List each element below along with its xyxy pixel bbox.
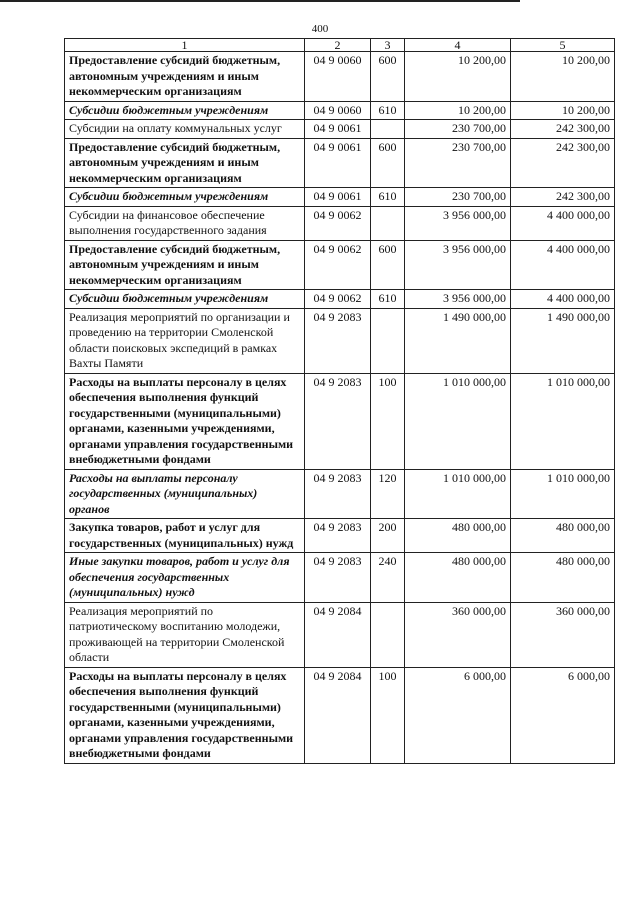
- expense-type-cell: 200: [371, 519, 405, 553]
- table-row: [65, 188, 615, 207]
- table-row: [65, 519, 615, 553]
- row-name-cell: Иные закупки товаров, работ и услуг для обеспечения государственных (муниципальных) нужд: [65, 553, 305, 603]
- target-code-cell: 04 9 2083: [305, 553, 371, 603]
- budget-table: [64, 38, 615, 764]
- row-name-cell: Субсидии бюджетным учреждениям: [65, 290, 305, 309]
- expense-type-cell: 610: [371, 188, 405, 207]
- target-code-cell: 04 9 0060: [305, 101, 371, 120]
- column-header: 2: [305, 39, 371, 52]
- amount-year1-cell: 1 010 000,00: [405, 373, 511, 469]
- amount-year2-cell: 6 000,00: [511, 667, 615, 763]
- amount-year2-cell: 1 010 000,00: [511, 373, 615, 469]
- table-row: [65, 120, 615, 139]
- row-name-cell: Расходы на выплаты персоналу в целях обеспечения выполнения функций государственными (муниципальными) органами, казенными учреждениями, органами управления государственными внебюджетными фондами: [65, 373, 305, 469]
- expense-type-cell: [371, 602, 405, 667]
- amount-year2-cell: 10 200,00: [511, 52, 615, 102]
- page-number: 400: [311, 23, 329, 35]
- expense-type-cell: 610: [371, 290, 405, 309]
- target-code-cell: 04 9 2084: [305, 667, 371, 763]
- target-code-cell: 04 9 2083: [305, 469, 371, 519]
- row-name-cell: Субсидии бюджетным учреждениям: [65, 101, 305, 120]
- expense-type-cell: 100: [371, 667, 405, 763]
- amount-year1-cell: 230 700,00: [405, 138, 511, 188]
- expense-type-cell: 120: [371, 469, 405, 519]
- expense-type-cell: 240: [371, 553, 405, 603]
- row-name-cell: Предоставление субсидий бюджетным, автономным учреждениям и иным некоммерческим организациям: [65, 240, 305, 290]
- target-code-cell: 04 9 0061: [305, 120, 371, 139]
- amount-year2-cell: 4 400 000,00: [511, 240, 615, 290]
- table-row: [65, 373, 615, 469]
- column-header: 5: [511, 39, 615, 52]
- column-header: 3: [371, 39, 405, 52]
- table-row: [65, 206, 615, 240]
- table-row: [65, 138, 615, 188]
- expense-type-cell: 100: [371, 373, 405, 469]
- table-row: [65, 667, 615, 763]
- top-rule: [0, 0, 520, 2]
- amount-year1-cell: 6 000,00: [405, 667, 511, 763]
- amount-year1-cell: 480 000,00: [405, 553, 511, 603]
- table-header-row: [65, 39, 615, 52]
- row-name-cell: Расходы на выплаты персоналу в целях обеспечения выполнения функций государственными (муниципальными) органами, казенными учреждениями, органами управления государственными внебюджетными фондами: [65, 667, 305, 763]
- target-code-cell: 04 9 0062: [305, 206, 371, 240]
- table-row: [65, 52, 615, 102]
- target-code-cell: 04 9 0061: [305, 188, 371, 207]
- row-name-cell: Субсидии на оплату коммунальных услуг: [65, 120, 305, 139]
- target-code-cell: 04 9 0061: [305, 138, 371, 188]
- row-name-cell: Реализация мероприятий по организации и проведению на территории Смоленской области поисковых экспедиций в рамках Вахты Памяти: [65, 308, 305, 373]
- table-row: [65, 101, 615, 120]
- expense-type-cell: 600: [371, 240, 405, 290]
- column-header: 4: [405, 39, 511, 52]
- row-name-cell: Расходы на выплаты персоналу государственных (муниципальных) органов: [65, 469, 305, 519]
- row-name-cell: Закупка товаров, работ и услуг для государственных (муниципальных) нужд: [65, 519, 305, 553]
- target-code-cell: 04 9 0060: [305, 52, 371, 102]
- table-row: [65, 240, 615, 290]
- row-name-cell: Предоставление субсидий бюджетным, автономным учреждениям и иным некоммерческим организациям: [65, 52, 305, 102]
- amount-year2-cell: 242 300,00: [511, 120, 615, 139]
- table-row: [65, 469, 615, 519]
- amount-year1-cell: 3 956 000,00: [405, 206, 511, 240]
- amount-year1-cell: 3 956 000,00: [405, 240, 511, 290]
- table-row: [65, 553, 615, 603]
- table-row: [65, 308, 615, 373]
- target-code-cell: 04 9 2083: [305, 308, 371, 373]
- row-name-cell: Субсидии бюджетным учреждениям: [65, 188, 305, 207]
- amount-year1-cell: 1 010 000,00: [405, 469, 511, 519]
- amount-year1-cell: 230 700,00: [405, 188, 511, 207]
- amount-year2-cell: 360 000,00: [511, 602, 615, 667]
- target-code-cell: 04 9 2083: [305, 373, 371, 469]
- amount-year2-cell: 10 200,00: [511, 101, 615, 120]
- amount-year1-cell: 10 200,00: [405, 101, 511, 120]
- amount-year1-cell: 3 956 000,00: [405, 290, 511, 309]
- amount-year2-cell: 242 300,00: [511, 138, 615, 188]
- target-code-cell: 04 9 2083: [305, 519, 371, 553]
- row-name-cell: Реализация мероприятий по патриотическому воспитанию молодежи, проживающей на территории Смоленской области: [65, 602, 305, 667]
- table-row: [65, 602, 615, 667]
- target-code-cell: 04 9 0062: [305, 240, 371, 290]
- column-header: 1: [65, 39, 305, 52]
- amount-year2-cell: 1 010 000,00: [511, 469, 615, 519]
- amount-year1-cell: 1 490 000,00: [405, 308, 511, 373]
- target-code-cell: 04 9 0062: [305, 290, 371, 309]
- expense-type-cell: [371, 308, 405, 373]
- amount-year2-cell: 4 400 000,00: [511, 206, 615, 240]
- amount-year1-cell: 10 200,00: [405, 52, 511, 102]
- amount-year2-cell: 480 000,00: [511, 519, 615, 553]
- row-name-cell: Субсидии на финансовое обеспечение выполнения государственного задания: [65, 206, 305, 240]
- row-name-cell: Предоставление субсидий бюджетным, автономным учреждениям и иным некоммерческим организациям: [65, 138, 305, 188]
- expense-type-cell: [371, 206, 405, 240]
- expense-type-cell: 600: [371, 138, 405, 188]
- amount-year1-cell: 360 000,00: [405, 602, 511, 667]
- expense-type-cell: 600: [371, 52, 405, 102]
- amount-year2-cell: 242 300,00: [511, 188, 615, 207]
- amount-year1-cell: 480 000,00: [405, 519, 511, 553]
- expense-type-cell: 610: [371, 101, 405, 120]
- target-code-cell: 04 9 2084: [305, 602, 371, 667]
- amount-year1-cell: 230 700,00: [405, 120, 511, 139]
- table-row: [65, 290, 615, 309]
- amount-year2-cell: 4 400 000,00: [511, 290, 615, 309]
- amount-year2-cell: 1 490 000,00: [511, 308, 615, 373]
- amount-year2-cell: 480 000,00: [511, 553, 615, 603]
- expense-type-cell: [371, 120, 405, 139]
